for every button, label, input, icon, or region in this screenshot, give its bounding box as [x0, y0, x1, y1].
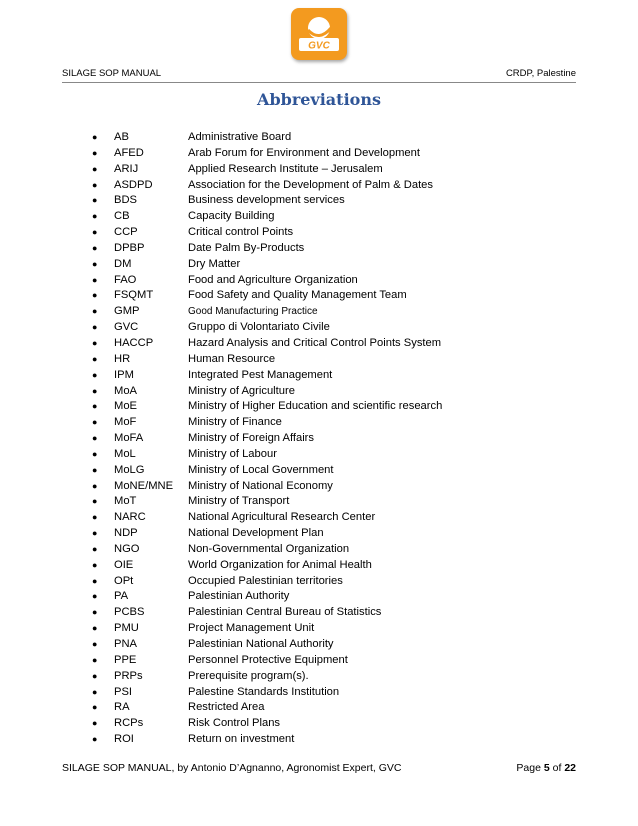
abbreviation: MoL — [114, 447, 136, 460]
definition: Occupied Palestinian territories — [188, 574, 343, 587]
bullet-icon: ● — [92, 385, 98, 396]
definition: Association for the Development of Palm & Dates — [188, 178, 433, 191]
bullet-icon: ● — [92, 496, 98, 507]
footer-left: SILAGE SOP MANUAL, by Antonio D’Agnanno, Agronomist Expert, GVC — [62, 762, 402, 774]
page-header — [62, 68, 576, 83]
definition: World Organization for Animal Health — [188, 558, 372, 571]
list-item — [92, 700, 442, 716]
page-total: 22 — [564, 762, 576, 774]
list-item — [92, 621, 442, 637]
abbreviation: HACCP — [114, 336, 154, 349]
abbreviation: OIE — [114, 558, 134, 571]
bullet-icon: ● — [92, 639, 98, 649]
bullet-icon: ● — [92, 290, 98, 301]
definition: Business development services — [188, 194, 345, 207]
bullet-icon: ● — [92, 433, 98, 444]
list-item — [92, 716, 442, 732]
abbreviation: CCP — [114, 226, 138, 239]
abbreviation: GVC — [114, 321, 139, 334]
definition: Ministry of Agriculture — [188, 384, 295, 397]
definition: Palestinian Central Bureau of Statistics — [188, 606, 382, 619]
list-item — [92, 669, 442, 685]
bullet-icon: ● — [92, 559, 98, 570]
definition: Non-Governmental Organization — [188, 542, 350, 555]
list-item — [92, 653, 442, 669]
definition: Food Safety and Quality Management Team — [188, 289, 407, 302]
list-item — [92, 558, 442, 574]
gvc-logo-graphic — [291, 8, 347, 60]
abbreviation: AB — [114, 131, 129, 143]
definition: Risk Control Plans — [188, 717, 281, 730]
abbreviation: GMP — [114, 305, 140, 318]
bullet-icon: ● — [92, 401, 98, 412]
page-number — [516, 762, 576, 774]
list-item — [92, 574, 442, 590]
list-item — [92, 589, 442, 605]
list-item — [92, 178, 442, 194]
definition: Palestine Standards Institution — [188, 685, 340, 698]
definition: Hazard Analysis and Critical Control Points System — [188, 336, 442, 349]
definition: Ministry of Finance — [188, 416, 282, 429]
abbreviation: PPE — [114, 653, 137, 666]
abbreviation: ROI — [114, 733, 134, 746]
bullet-icon: ● — [92, 575, 98, 586]
header-left: SILAGE SOP MANUAL — [62, 68, 162, 79]
list-item — [92, 304, 442, 320]
definition: National Development Plan — [188, 527, 324, 540]
definition: Capacity Building — [188, 210, 275, 223]
list-item — [92, 732, 442, 748]
bullet-icon: ● — [92, 543, 98, 554]
definition: Ministry of Local Government — [188, 463, 334, 476]
abbreviation: FAO — [114, 273, 137, 286]
abbreviation: AFED — [114, 146, 144, 159]
bullet-icon: ● — [92, 528, 98, 539]
list-item — [92, 447, 442, 463]
abbreviation: PNA — [114, 638, 138, 650]
list-item — [92, 225, 442, 241]
bullet-icon: ● — [92, 258, 98, 269]
bullet-icon: ● — [92, 654, 98, 665]
bullet-icon: ● — [92, 147, 98, 158]
abbreviation: DM — [114, 257, 132, 270]
bullet-icon: ● — [92, 195, 98, 206]
abbreviation: CB — [114, 210, 130, 223]
page-of: of — [549, 762, 565, 774]
definition: Ministry of Foreign Affairs — [188, 432, 315, 445]
list-item — [92, 431, 442, 447]
definition: Date Palm By-Products — [188, 241, 305, 254]
abbreviation: MoE — [114, 400, 138, 413]
bullet-icon: ● — [92, 702, 98, 713]
abbreviation: PSI — [114, 685, 133, 698]
bullet-icon: ● — [92, 670, 98, 681]
abbreviation: FSQMT — [114, 289, 154, 302]
list-item — [92, 415, 442, 431]
abbreviation: ARIJ — [114, 162, 139, 175]
list-item — [92, 479, 442, 495]
list-item — [92, 685, 442, 701]
list-item — [92, 209, 442, 225]
abbreviation: MoT — [114, 495, 137, 508]
list-item — [92, 510, 442, 526]
abbreviation: HR — [114, 352, 131, 365]
bullet-icon: ● — [92, 306, 98, 317]
abbreviation: MoFA — [114, 432, 144, 445]
list-item — [92, 352, 442, 368]
abbreviation: MoLG — [114, 463, 145, 476]
abbreviation: ASDPD — [114, 178, 153, 191]
abbreviation: RA — [114, 701, 130, 714]
bullet-icon: ● — [92, 512, 98, 523]
bullet-icon: ● — [92, 227, 98, 238]
bullet-icon: ● — [92, 607, 98, 618]
abbreviation: MoF — [114, 416, 137, 429]
bullet-icon: ● — [92, 686, 98, 697]
definition: Ministry of National Economy — [188, 479, 333, 492]
bullet-icon: ● — [92, 464, 98, 475]
definition: Human Resource — [188, 352, 276, 365]
bullet-icon: ● — [92, 718, 98, 729]
list-item — [92, 146, 442, 162]
list-item — [92, 288, 442, 304]
definition: Palestinian Authority — [188, 590, 290, 603]
list-item — [92, 494, 442, 510]
abbreviation: RCPs — [114, 717, 144, 730]
abbreviation: PRPs — [114, 669, 143, 682]
bullet-icon: ● — [92, 417, 98, 428]
definition: Ministry of Higher Education and scientific research — [188, 400, 443, 413]
page-prefix: Page — [516, 762, 544, 774]
bullet-icon: ● — [92, 211, 98, 222]
definition: Administrative Board — [188, 131, 292, 143]
list-item — [92, 526, 442, 542]
list-item — [92, 399, 442, 415]
list-item — [92, 193, 442, 209]
list-item — [92, 241, 442, 257]
logo-text: GVC — [308, 40, 330, 52]
abbreviation: NARC — [114, 511, 146, 524]
definition: Return on investment — [188, 733, 295, 746]
list-item — [92, 273, 442, 289]
definition: Ministry of Transport — [188, 495, 290, 508]
bullet-icon: ● — [92, 179, 98, 190]
bullet-icon: ● — [92, 132, 98, 142]
bullet-icon: ● — [92, 734, 98, 745]
definition: Prerequisite program(s). — [188, 669, 309, 682]
definition: National Agricultural Research Center — [188, 511, 376, 524]
bullet-icon: ● — [92, 353, 98, 364]
bullet-icon: ● — [92, 337, 98, 348]
page-title: Abbreviations — [257, 90, 381, 109]
bullet-icon: ● — [92, 623, 98, 634]
bullet-icon: ● — [92, 591, 98, 602]
list-item — [92, 257, 442, 273]
bullet-icon: ● — [92, 369, 98, 380]
abbreviation: PMU — [114, 622, 139, 635]
header-right: CRDP, Palestine — [505, 68, 576, 79]
definition: Palestinian National Authority — [188, 638, 334, 650]
abbreviation: MoNE/MNE — [114, 479, 174, 492]
definition: Applied Research Institute – Jerusalem — [188, 162, 383, 175]
bullet-icon: ● — [92, 163, 98, 174]
definition: Critical control Points — [188, 226, 294, 239]
abbreviation: NDP — [114, 527, 138, 540]
definition: Personnel Protective Equipment — [188, 653, 348, 666]
abbreviation: IPM — [114, 368, 134, 381]
list-item — [92, 463, 442, 479]
abbreviation: PA — [114, 590, 129, 603]
abbreviation: OPt — [114, 574, 134, 587]
definition: Restricted Area — [188, 701, 265, 714]
list-item — [92, 542, 442, 558]
definition: Ministry of Labour — [188, 447, 277, 460]
list-item — [92, 130, 442, 146]
list-item — [92, 637, 442, 653]
list-item — [92, 320, 442, 336]
list-item — [92, 605, 442, 621]
bullet-icon: ● — [92, 448, 98, 459]
gvc-logo — [291, 8, 347, 60]
definition: Project Management Unit — [188, 622, 315, 635]
definition: Good Manufacturing Practice — [188, 306, 318, 318]
abbreviations-list — [92, 130, 442, 748]
definition: Integrated Pest Management — [188, 368, 333, 381]
abbreviation: PCBS — [114, 606, 145, 619]
bullet-icon: ● — [92, 480, 98, 491]
bullet-icon: ● — [92, 322, 98, 333]
list-item — [92, 336, 442, 352]
list-item — [92, 384, 442, 400]
list-item — [92, 368, 442, 384]
page-current: 5 — [543, 762, 550, 774]
abbreviation: BDS — [114, 194, 138, 207]
abbreviation: MoA — [114, 384, 138, 397]
bullet-icon: ● — [92, 242, 98, 253]
definition: Gruppo di Volontariato Civile — [188, 321, 330, 334]
definition: Arab Forum for Environment and Development — [188, 146, 420, 159]
bullet-icon: ● — [92, 274, 98, 285]
definition: Dry Matter — [188, 257, 241, 270]
abbreviation: DPBP — [114, 241, 145, 254]
definition: Food and Agriculture Organization — [188, 273, 358, 286]
abbreviation: NGO — [114, 542, 140, 555]
list-item — [92, 162, 442, 178]
